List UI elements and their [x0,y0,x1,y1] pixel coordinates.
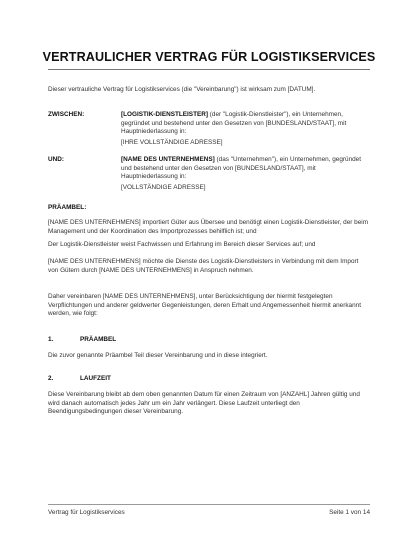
party2-description [121,156,371,182]
party1-name: [LOGISTIK-DIENSTLEISTER] [121,111,208,118]
party1-desc: (der "Logistik-Dienstleister"), ein Unternehmen, gegründet und bestehend unter den Gesetzen von [BUNDESLAND/STAAT], mit Hauptniederlassung in: [121,111,347,136]
document-title: VERTRAULICHER VERTRAG FÜR LOGISTIKSERVICES [42,50,376,64]
party1-description [121,111,371,137]
intro-paragraph: Dieser vertrauliche Vertrag für Logistikservices (die "Vereinbarung") ist wirksam zum [DATUM]. [48,86,316,93]
preamble-paragraph: [NAME DES UNTERNEHMENS] möchte die Dienste des Logistik-Dienstleisters in Verbindung mit dem Import von Gütern durch [NAME DES UNTERNEHMENS] in Anspruch nehmen. [48,258,359,274]
page-number: Seite 1 von 14 [329,509,370,516]
section-number: 2. [48,375,54,382]
party1-address: [IHRE VOLLSTÄNDIGE ADRESSE] [121,139,223,146]
party2-desc: (das "Unternehmen"), ein Unternehmen, gegründet und bestehend unter den Gesetzen von [BUNDESLAND/STAAT], mit Hauptniederlassung in: [121,156,362,181]
preamble-paragraph: [NAME DES UNTERNEHMENS] importiert Güter aus Übersee und benötigt einen Logistik-Dienstleister, der beim Management und der Koordination des Importprozesses behilflich ist; und [48,219,369,235]
section-number: 1. [48,336,54,343]
section-text: Die zuvor genannte Präambel Teil dieser Vereinbarung und in diese integriert. [48,352,268,359]
section-title: PRÄAMBEL [80,336,117,343]
section-title: LAUFZEIT [80,375,111,382]
party1-label: ZWISCHEN: [48,111,85,118]
preamble-paragraph: Der Logistik-Dienstleister weist Fachwissen und Erfahrung im Bereich dieser Services auf; und [48,241,316,248]
footer-title: Vertrag für Logistikservices [48,509,125,516]
section-text: Diese Vereinbarung bleibt ab dem oben genannten Datum für einen Zeitraum von [ANZAHL] Jahren gültig und wird danach automatisch jedes Jahr um ein Jahr verlängert. Diese Laufzeit unterliegt den Beendigungsbedingungen dieser Vereinbarung. [48,391,360,416]
agreement-paragraph: Daher vereinbaren [NAME DES UNTERNEHMENS], unter Berücksichtigung der hiermit festgelegten Verpflichtungen und anderer geldwerter Gegenleistungen, deren Erhalt und Angemessenheit hiermit anerkannt werden, wie folgt: [48,293,361,318]
preamble-heading: PRÄAMBEL: [48,204,87,211]
title-divider [48,69,370,70]
party2-address: [VOLLSTÄNDIGE ADRESSE] [121,184,206,191]
footer-divider [48,504,370,505]
party2-label: UND: [48,156,64,163]
party2-name: [NAME DES UNTERNEHMENS] [121,156,215,163]
